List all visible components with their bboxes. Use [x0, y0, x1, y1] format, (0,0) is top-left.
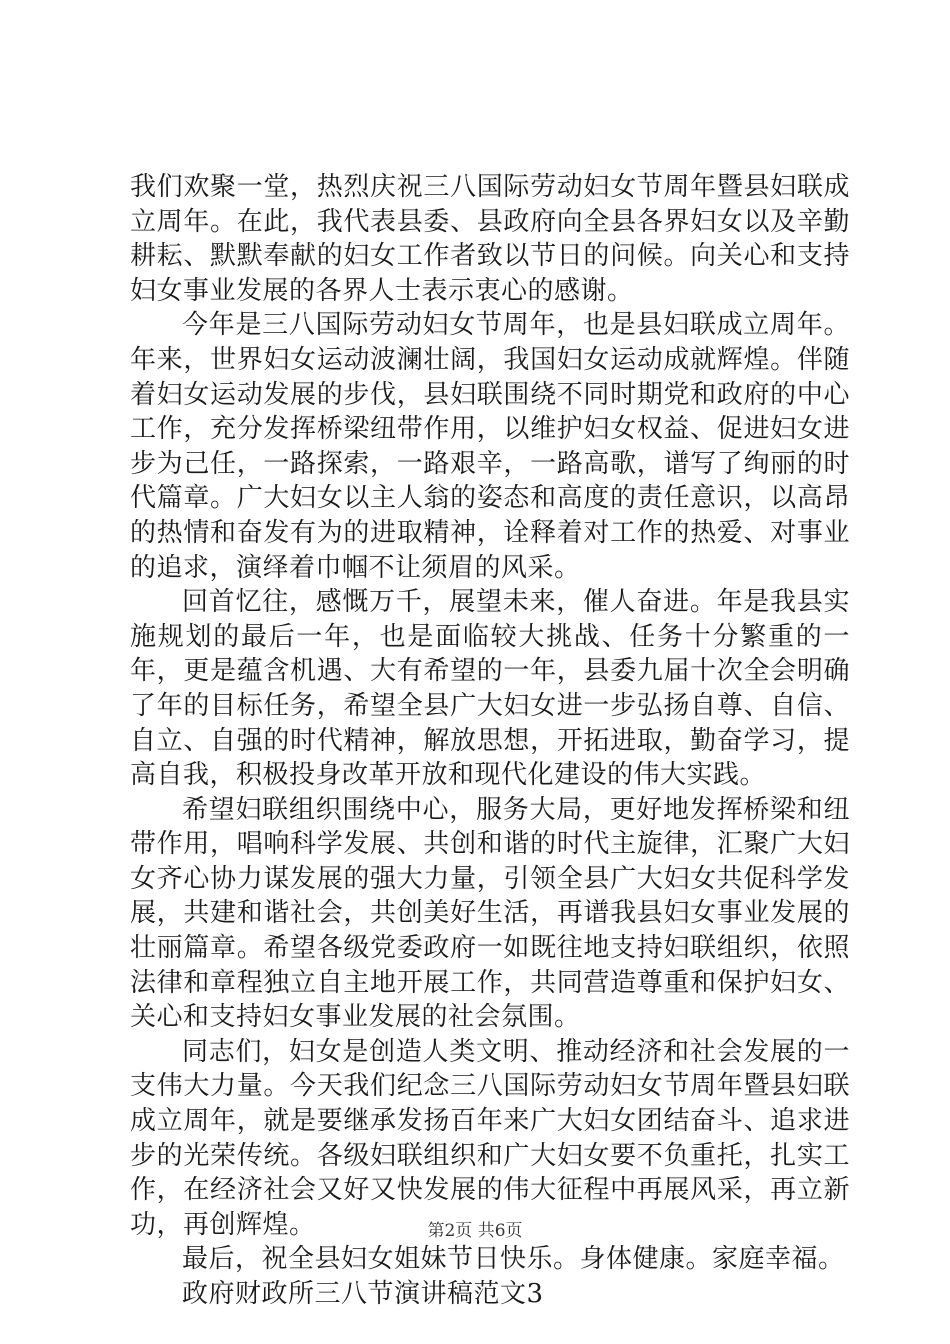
paragraph-opening: 我们欢聚一堂，热烈庆祝三八国际劳动妇女节周年暨县妇联成立周年。在此，我代表县委、县政府向全县各界妇女以及辛勤耕耘、默默奉献的妇女工作者致以节日的问候。向关心和支持妇女事业发展的各界人士表示衷心的感谢。	[130, 172, 850, 306]
next-section-title: 政府财政所三八节演讲稿范文3	[182, 1279, 544, 1309]
paragraph-hopes: 希望妇联组织围绕中心，服务大局，更好地发挥桥梁和纽带作用，唱响科学发展、共创和谐的时代主旋律，汇聚广大妇女齐心协力谋发展的强大力量，引领全县广大妇女共促科学发展，共建和谐社会，共创美好生活，再谱我县妇女事业发展的壮丽篇章。希望各级党委政府一如既往地支持妇联组织，依照法律和章程独立自主地开展工作，共同营造尊重和保护妇女、关心和支持妇女事业发展的社会氛围。	[130, 794, 850, 1033]
paragraph-comrades: 同志们，妇女是创造人类文明、推动经济和社会发展的一支伟大力量。今天我们纪念三八国际劳动妇女节周年暨县妇联成立周年，就是要继承发扬百年来广大妇女团结奋斗、追求进步的光荣传统。各级妇联组织和广大妇女要不负重托，扎实工作，在经济社会又好又快发展的伟大征程中再展风采，再立新功，再创辉煌。	[130, 1036, 850, 1240]
paragraph-closing-wishes: 最后，祝全县妇女姐妹节日快乐。身体健康。家庭幸福。	[182, 1244, 845, 1275]
document-body	[130, 170, 850, 1312]
paragraph-anniversary: 今年是三八国际劳动妇女节周年，也是县妇联成立周年。年来，世界妇女运动波澜壮阔，我国妇女运动成就辉煌。伴随着妇女运动发展的步伐，县妇联围绕不同时期党和政府的中心工作，充分发挥桥梁纽带作用，以维护妇女权益、促进妇女进步为己任，一路探索，一路艰辛，一路高歌，谱写了绚丽的时代篇章。广大妇女以主人翁的姿态和高度的责任意识，以高昂的热情和奋发有为的进取精神，诠释着对工作的热爱、对事业的追求，演绎着巾帼不让须眉的风采。	[130, 310, 850, 583]
paragraph-outlook: 回首忆往，感慨万千，展望未来，催人奋进。年是我县实施规划的最后一年，也是面临较大挑战、任务十分繁重的一年，更是蕴含机遇、大有希望的一年，县委九届十次全会明确了年的目标任务，希望全县广大妇女进一步弘扬自尊、自信、自立、自强的时代精神，解放思想，开拓进取，勤奋学习，提高自我，积极投身改革开放和现代化建设的伟大实践。	[130, 587, 850, 791]
page-footer: 第2页 共6页	[427, 1221, 523, 1241]
